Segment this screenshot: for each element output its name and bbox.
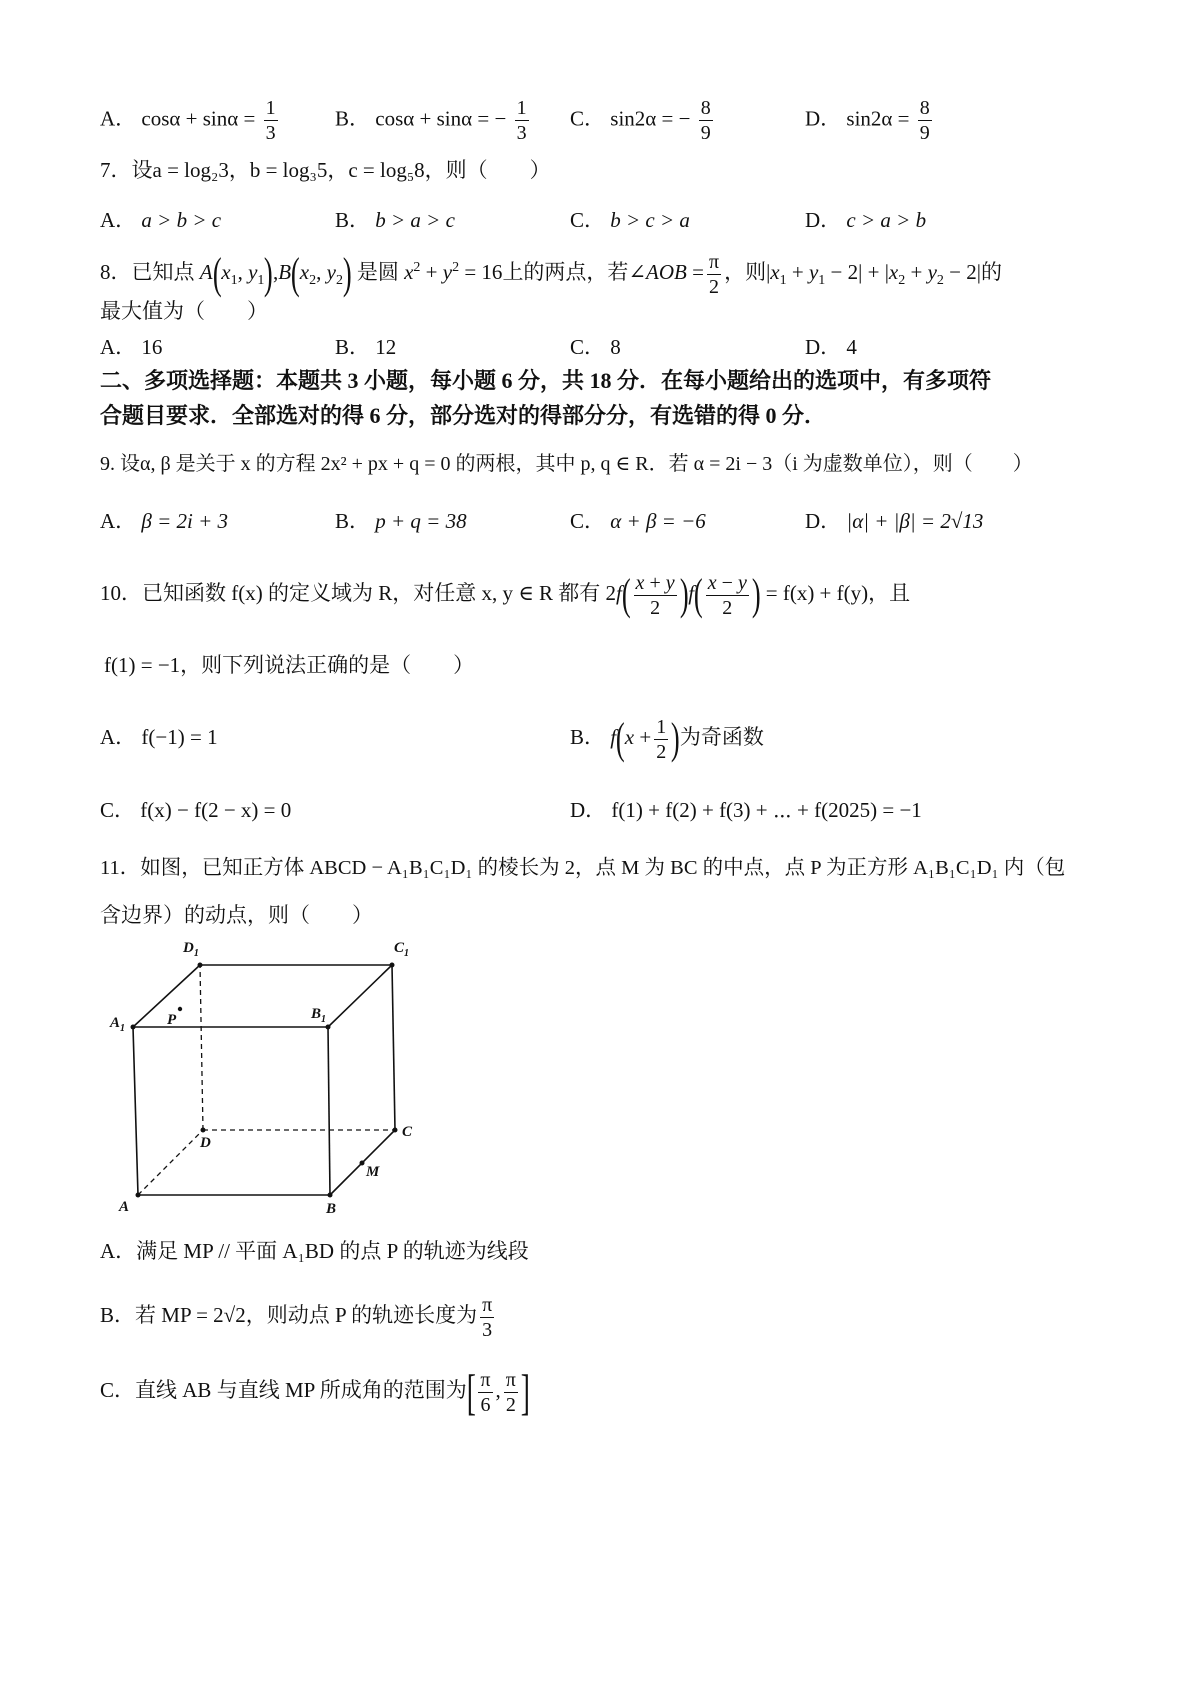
q10-option-d: D． f(1) + f(2) + f(3) + ⋯ + f(2025) = −1 — [570, 798, 922, 822]
fraction: $\frac{8}{9}$ — [700, 97, 711, 144]
q8-option-a: A． 16 — [100, 335, 163, 359]
edge-c-c1 — [392, 965, 395, 1130]
q9-option-c: C． α + β = −6 — [570, 509, 706, 533]
q7-option-b: B． b > a > c — [335, 208, 455, 232]
label-d1: $D_1$ — [183, 940, 199, 959]
label-b: B — [326, 1201, 337, 1217]
q9-stem: 9. 设α, β 是关于 x 的方程 2x² + px + q = 0 的两根，其中 p, q ∈ R．若 α = 2i − 3（i 为虚数单位），则（ ） — [100, 453, 1033, 475]
fraction: $\frac{\pi}{3}$ — [482, 1293, 493, 1341]
point-d1 — [198, 963, 203, 968]
q7-option-a: A． a > b > c — [100, 208, 222, 232]
point-b — [328, 1193, 333, 1198]
point-d — [201, 1128, 206, 1133]
q11-option-b: B．若 MP = 2√2，则动点 P 的轨迹长度为 $\frac{\pi}{3}$ — [100, 1293, 493, 1341]
q8-option-c: C． 8 — [570, 335, 621, 359]
edge-a-a1 — [133, 1027, 138, 1195]
q6-option-b: B． cosα + sinα = − $\frac{1}{3}$ — [335, 97, 527, 144]
label-m: M — [366, 1164, 380, 1180]
q11-option-a: A．满足 MP // 平面 A₁BD 的点 P 的轨迹为线段 — [100, 1239, 529, 1263]
point-c1 — [390, 963, 395, 968]
fraction: $\frac{x - y}{2}$ — [707, 571, 747, 619]
fraction: $\frac{8}{9}$ — [919, 97, 930, 144]
q10-option-b: B． f(x + $\frac{1}{2}$ )为奇函数 — [570, 714, 764, 764]
fraction: $\frac{1}{3}$ — [516, 97, 527, 144]
q10-option-a: A． f(−1) = 1 — [100, 725, 218, 749]
fraction: $\frac{1}{2}$ — [656, 715, 667, 763]
q9-option-b: B． p + q = 38 — [335, 509, 467, 533]
edge-a-d-hidden — [138, 1130, 203, 1195]
q8-option-b: B． 12 — [335, 335, 397, 359]
q10-stem: 10．已知函数 f(x) 的定义域为 R，对任意 x, y ∈ R 都有 2f( $\frac{x + y}{2}$ )f( $\frac{x - y}{2}$ ) = f(x) + f(y)，且 — [100, 570, 911, 620]
q9-option-a: A． β = 2i + 3 — [100, 509, 229, 533]
label-a: A — [119, 1199, 130, 1215]
point-b1 — [326, 1025, 331, 1030]
edge-b1-c1 — [328, 965, 392, 1027]
q6-option-c: C． sin2α = − $\frac{8}{9}$ — [570, 97, 711, 144]
label-a1: $A_1$ — [110, 1015, 126, 1034]
label-c: C — [402, 1124, 413, 1140]
point-a1 — [131, 1025, 136, 1030]
section-heading-line1: 二、多项选择题：本题共 3 小题，每小题 6 分，共 18 分．在每小题给出的选项中，有多项符 — [100, 368, 992, 393]
q7-option-d: D． c > a > b — [805, 208, 927, 232]
q11-option-c: C．直线 AB 与直线 MP 所成角的范围为[ $\frac{\pi}{6}$ , $\frac{\pi}{2}$ ] — [100, 1364, 530, 1421]
point-a — [136, 1193, 141, 1198]
q7-stem: 7．设a = log₂3，b = log₃5，c = log₅8，则（ ） — [100, 158, 551, 182]
q7-option-c: C． b > c > a — [570, 208, 690, 232]
q10-option-c: C． f(x) − f(2 − x) = 0 — [100, 798, 292, 822]
point-p — [178, 1007, 182, 1011]
edge-b-b1 — [328, 1027, 330, 1195]
label-b1: $B_1$ — [311, 1006, 327, 1025]
edge-d-d1-hidden — [200, 965, 203, 1130]
point-c — [393, 1128, 398, 1133]
fraction: $\frac{\pi}{2}$ — [505, 1368, 516, 1416]
q6-option-a: A． cosα + sinα = $\frac{1}{3}$ — [100, 97, 276, 144]
fraction: $\frac{\pi}{6}$ — [480, 1368, 491, 1416]
q8-stem-line2: 最大值为（ ） — [100, 299, 268, 323]
q11-stem-line2: 含边界）的动点，则（ ） — [100, 903, 373, 927]
cube-figure — [100, 930, 440, 1230]
fraction: $\frac{\pi}{2}$ — [708, 250, 720, 298]
point-m — [360, 1161, 365, 1166]
label-c1: $C_1$ — [394, 940, 410, 959]
q6-option-d: D． sin2α = $\frac{8}{9}$ — [805, 97, 930, 144]
fraction: $\frac{1}{3}$ — [265, 97, 276, 144]
label-d: D — [200, 1135, 211, 1151]
q10-stem-line2: f(1) = −1，则下列说法正确的是（ ） — [104, 653, 475, 677]
q8-option-d: D． 4 — [805, 335, 857, 359]
q11-stem-line1: 11．如图，已知正方体 ABCD − A₁B₁C₁D₁ 的棱长为 2，点 M 为 BC 的中点，点 P 为正方形 A₁B₁C₁D₁ 内（包 — [100, 857, 1066, 879]
q9-option-d: D． |α| + |β| = 2√13 — [805, 509, 984, 533]
fraction: $\frac{x + y}{2}$ — [635, 571, 675, 619]
label-p: P — [167, 1012, 177, 1028]
section-heading-line2: 合题目要求．全部选对的得 6 分，部分选对的得部分分，有选错的得 0 分． — [100, 403, 827, 428]
q8-stem: 8．已知点 $A(x_1$, $y_1),B(x_2$, $y_2$) 是圆 $x^2 + y^2 = 16$上的两点，若∠AOB = $\frac{\pi}{2}$ ，则$|x_1 + y_1 - 2| + |x_2 + y_2 - 2|$的 — [100, 249, 1002, 299]
